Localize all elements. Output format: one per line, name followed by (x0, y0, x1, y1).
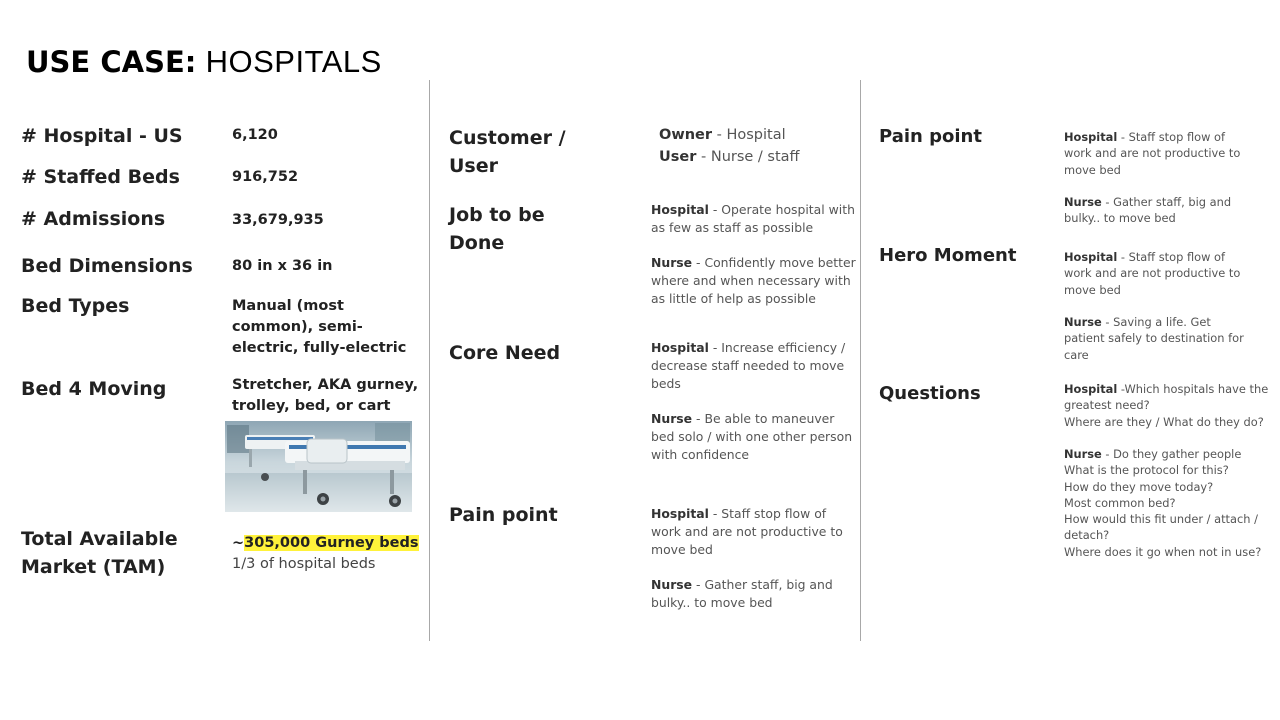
pain-nurse-note (651, 576, 841, 612)
admissions-label: # Admissions (21, 208, 166, 230)
questions-nurse-val: - Do they gather people (1101, 447, 1242, 461)
hospitals-value: 6,120 (232, 127, 278, 143)
question-item: Where does it go when not in use? (1064, 544, 1262, 559)
hero-hospital-val: - Staff stop flow of work and are not productive to move bed (1064, 250, 1241, 297)
core-hospital-val: - Increase efficiency / decrease staff needed to move beds (651, 340, 846, 391)
pain-hospital-val: - Staff stop flow of work and are not productive to move bed (651, 506, 843, 557)
pain2-hospital-note (1064, 129, 1254, 178)
job-hospital-note (651, 201, 858, 237)
owner-val: - Hospital (712, 127, 786, 143)
pain-hospital-key: Hospital (651, 506, 709, 521)
pain-nurse-val: - Gather staff, big and bulky.. to move bed (651, 577, 833, 610)
pain-point-label-2: Pain point (879, 126, 982, 147)
pain2-hospital-val: - Staff stop flow of work and are not productive to move bed (1064, 130, 1241, 177)
hero-nurse-note (1064, 314, 1254, 363)
job-hospital-key: Hospital (651, 202, 709, 217)
core-need-label: Core Need (449, 342, 561, 364)
questions-hospital-note (1064, 381, 1269, 430)
questions-hospital-key: Hospital (1064, 382, 1118, 396)
job-to-be-done-label: Job to be Done (449, 204, 545, 254)
core-nurse-note (651, 410, 856, 464)
questions-nurse-note (1064, 446, 1269, 560)
tam-value (232, 533, 419, 554)
core-nurse-key: Nurse (651, 411, 693, 426)
owner-key: Owner (659, 127, 713, 143)
job-nurse-val: - Confidently move better where and when necessary with as little of help as possible (651, 255, 856, 306)
bed-types-label: Bed Types (21, 295, 130, 317)
pain-nurse-key: Nurse (651, 577, 693, 592)
job-hospital-val: - Operate hospital with as few as staff as possible (651, 202, 855, 235)
hero-nurse-val: - Saving a life. Get patient safely to destination for care (1064, 315, 1244, 362)
bed-types-value: Manual (most common), semi-electric, fully-electric (232, 298, 407, 356)
hero-hospital-note (1064, 249, 1254, 298)
hero-nurse-key: Nurse (1064, 315, 1102, 329)
column-divider-1 (429, 80, 430, 641)
bed-moving-label: Bed 4 Moving (21, 378, 167, 400)
hero-hospital-key: Hospital (1064, 250, 1118, 264)
job-nurse-note (651, 254, 858, 308)
column-divider-2 (860, 80, 861, 641)
core-nurse-val: - Be able to maneuver bed solo / with one other person with confidence (651, 411, 853, 462)
staffed-beds-value: 916,752 (232, 169, 299, 185)
tam-tilde: ~ (232, 535, 245, 551)
question-item: Most common bed? (1064, 495, 1176, 510)
slide-title (26, 40, 382, 84)
pain2-nurse-key: Nurse (1064, 195, 1102, 209)
core-hospital-note (651, 339, 846, 393)
question-item: What is the protocol for this? (1064, 463, 1229, 478)
pain-hospital-note (651, 505, 856, 559)
questions-hospital-line2: Where are they / What do they do? (1064, 414, 1264, 429)
admissions-value: 33,679,935 (232, 212, 324, 228)
owner-line (659, 125, 786, 146)
user-key: User (659, 149, 697, 165)
pain2-nurse-note (1064, 194, 1239, 227)
pain-point-label: Pain point (449, 504, 558, 526)
question-item: How would this fit under / attach / detach? (1064, 512, 1258, 543)
hospitals-label: # Hospital - US (21, 125, 183, 147)
user-line (659, 147, 800, 168)
hero-moment-label: Hero Moment (879, 245, 1017, 266)
user-val: - Nurse / staff (696, 149, 800, 165)
tam-highlight: 305,000 Gurney beds (244, 535, 419, 551)
question-item: How do they move today? (1064, 479, 1214, 494)
title-rest: HOSPITALS (205, 44, 382, 79)
title-bold: USE CASE: (26, 45, 197, 79)
questions-nurse-key: Nurse (1064, 447, 1102, 461)
bed-dimensions-value: 80 in x 36 in (232, 258, 333, 274)
core-hospital-key: Hospital (651, 340, 709, 355)
tam-sub: 1/3 of hospital beds (232, 556, 376, 572)
staffed-beds-label: # Staffed Beds (21, 166, 180, 188)
tam-label: Total Available Market (TAM) (21, 528, 178, 578)
hospital-bed-photo (225, 421, 412, 512)
bed-dimensions-label: Bed Dimensions (21, 255, 193, 277)
pain2-nurse-val: - Gather staff, big and bulky.. to move bed (1064, 195, 1232, 226)
questions-nurse-first (1064, 446, 1269, 462)
questions-label: Questions (879, 383, 981, 404)
job-nurse-key: Nurse (651, 255, 693, 270)
customer-user-label: Customer / User (449, 127, 566, 177)
bed-moving-value: Stretcher, AKA gurney, trolley, bed, or cart (232, 377, 419, 414)
questions-hospital-val: -Which hospitals have the greatest need? (1064, 382, 1269, 413)
pain2-hospital-key: Hospital (1064, 130, 1118, 144)
